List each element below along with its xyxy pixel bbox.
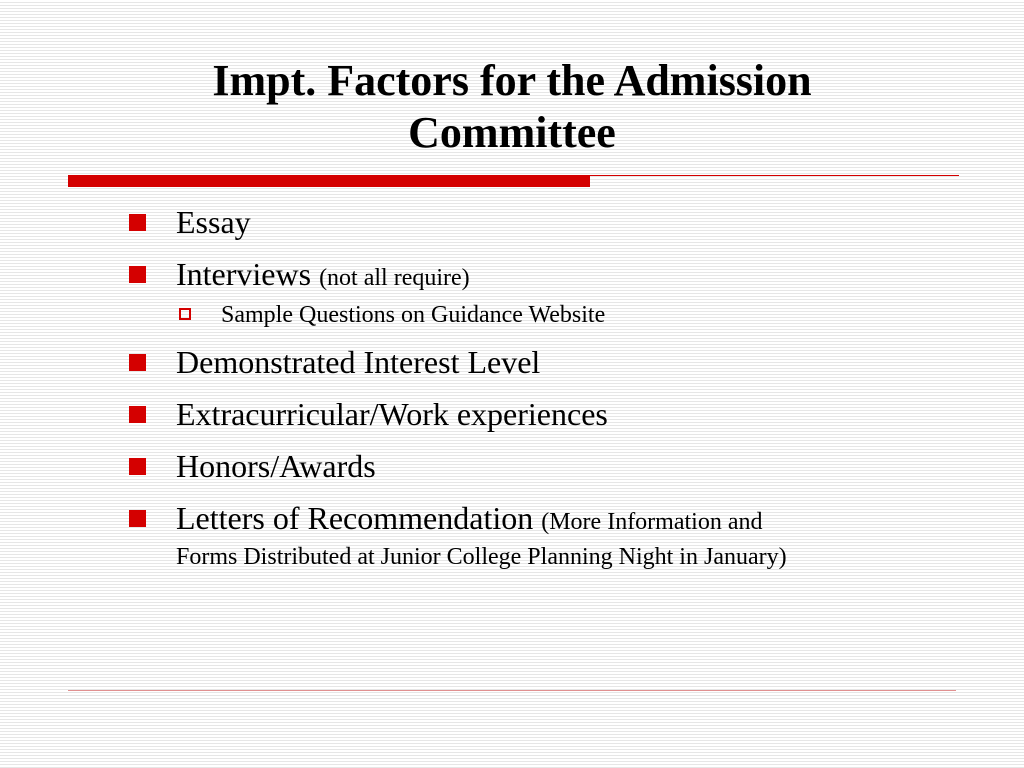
bullet-text: Demonstrated Interest Level xyxy=(176,344,541,380)
square-bullet-icon xyxy=(129,510,146,527)
bullet-text: Extracurricular/Work experiences xyxy=(176,396,608,432)
bullet-text: Interviews xyxy=(176,256,312,292)
bullet-interviews xyxy=(127,254,947,330)
square-bullet-icon xyxy=(129,406,146,423)
slide-title xyxy=(60,55,964,159)
bullet-note-continued: Forms Distributed at Junior College Planning Night in January) xyxy=(176,544,787,570)
sub-bullet-list xyxy=(176,300,947,330)
bullet-text: Essay xyxy=(176,204,251,240)
square-bullet-icon xyxy=(129,458,146,475)
bullet-text: Letters of Recommendation xyxy=(176,500,534,536)
bullet-note: (not all require) xyxy=(319,265,470,291)
slide-title-line-2: Committee xyxy=(408,108,616,157)
title-divider-thin xyxy=(590,175,959,176)
bullet-text: Honors/Awards xyxy=(176,448,376,484)
bullet-note: (More Information and xyxy=(541,509,763,535)
hollow-square-bullet-icon xyxy=(179,308,191,320)
bullet-demonstrated-interest xyxy=(127,342,947,382)
footer-divider xyxy=(68,690,956,691)
bullet-extracurricular xyxy=(127,394,947,434)
sub-bullet-text: Sample Questions on Guidance Website xyxy=(221,302,606,328)
sub-bullet-sample-questions xyxy=(176,300,947,330)
title-divider-thick xyxy=(68,175,590,187)
bullet-list xyxy=(127,202,947,584)
square-bullet-icon xyxy=(129,214,146,231)
bullet-letters xyxy=(127,498,947,572)
square-bullet-icon xyxy=(129,354,146,371)
bullet-honors xyxy=(127,446,947,486)
square-bullet-icon xyxy=(129,266,146,283)
bullet-essay xyxy=(127,202,947,242)
slide-title-line-1: Impt. Factors for the Admission xyxy=(212,56,812,105)
